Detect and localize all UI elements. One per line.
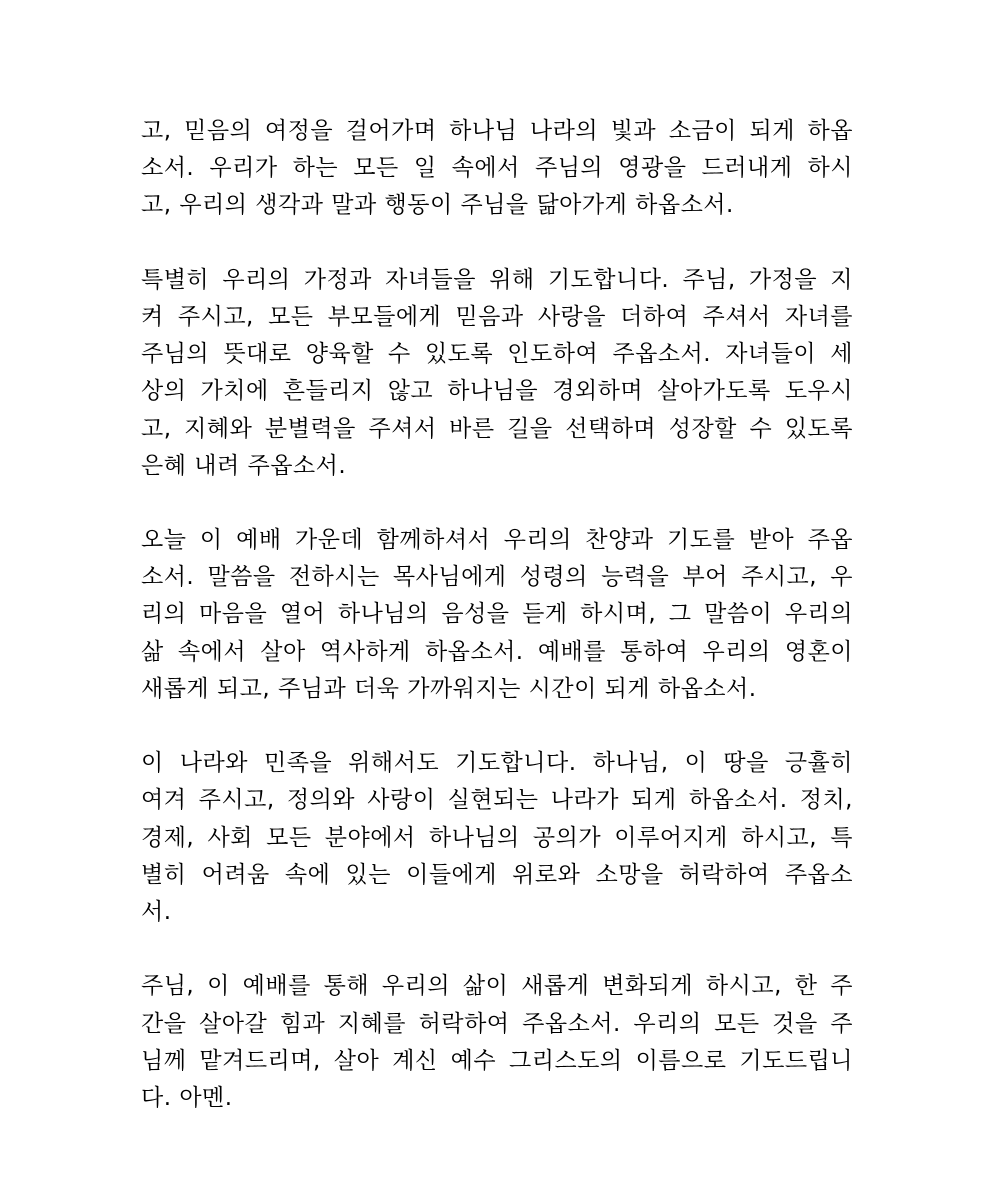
paragraph-4 — [141, 745, 853, 931]
paragraph-1 — [141, 113, 853, 225]
text-line: 고, 지혜와 분별력을 주셔서 바른 길을 선택하며 성장할 수 있도록 — [141, 415, 853, 442]
text-line: 이 나라와 민족을 위해서도 기도합니다. 하나님, 이 땅을 긍휼히 — [141, 750, 853, 777]
text-line: 주님의 뜻대로 양육할 수 있도록 인도하여 주옵소서. 자녀들이 세 — [141, 341, 853, 368]
text-line: 특별히 우리의 가정과 자녀들을 위해 기도합니다. 주님, 가정을 지 — [141, 266, 853, 293]
text-line: 서. — [141, 898, 172, 925]
text-line: 리의 마음을 열어 하나님의 음성을 듣게 하시며, 그 말씀이 우리의 — [141, 601, 853, 628]
text-line: 오늘 이 예배 가운데 함께하셔서 우리의 찬양과 기도를 받아 주옵 — [141, 527, 853, 554]
text-line: 고, 믿음의 여정을 걸어가며 하나님 나라의 빛과 소금이 되게 하옵 — [141, 118, 853, 144]
text-line: 삶 속에서 살아 역사하게 하옵소서. 예배를 통하여 우리의 영혼이 — [141, 638, 853, 665]
text-line: 상의 가치에 흔들리지 않고 하나님을 경외하며 살아가도록 도우시 — [141, 378, 853, 405]
text-line: 소서. 말씀을 전하시는 목사님에게 성령의 능력을 부어 주시고, 우 — [141, 564, 853, 591]
paragraph-5 — [141, 968, 853, 1117]
text-line: 다. 아멘. — [141, 1084, 233, 1111]
text-line: 은혜 내려 주옵소서. — [141, 452, 347, 479]
text-line: 간을 살아갈 힘과 지혜를 허락하여 주옵소서. 우리의 모든 것을 주 — [141, 1010, 853, 1037]
text-line: 새롭게 되고, 주님과 더욱 가까워지는 시간이 되게 하옵소서. — [141, 675, 757, 702]
document-page — [141, 113, 853, 1154]
text-line: 고, 우리의 생각과 말과 행동이 주님을 닮아가게 하옵소서. — [141, 192, 734, 219]
text-line: 켜 주시고, 모든 부모들에게 믿음과 사랑을 더하여 주셔서 자녀를 — [141, 303, 853, 330]
text-line: 별히 어려움 속에 있는 이들에게 위로와 소망을 허락하여 주옵소 — [141, 861, 853, 888]
paragraph-3 — [141, 522, 853, 708]
text-line: 여겨 주시고, 정의와 사랑이 실현되는 나라가 되게 하옵소서. 정치, — [141, 787, 853, 814]
text-line: 주님, 이 예배를 통해 우리의 삶이 새롭게 변화되게 하시고, 한 주 — [141, 973, 853, 1000]
text-line: 소서. 우리가 하는 모든 일 속에서 주님의 영광을 드러내게 하시 — [141, 155, 853, 182]
text-line: 경제, 사회 모든 분야에서 하나님의 공의가 이루어지게 하시고, 특 — [141, 824, 853, 851]
paragraph-2 — [141, 262, 853, 485]
text-line: 님께 맡겨드리며, 살아 계신 예수 그리스도의 이름으로 기도드립니 — [141, 1047, 853, 1074]
